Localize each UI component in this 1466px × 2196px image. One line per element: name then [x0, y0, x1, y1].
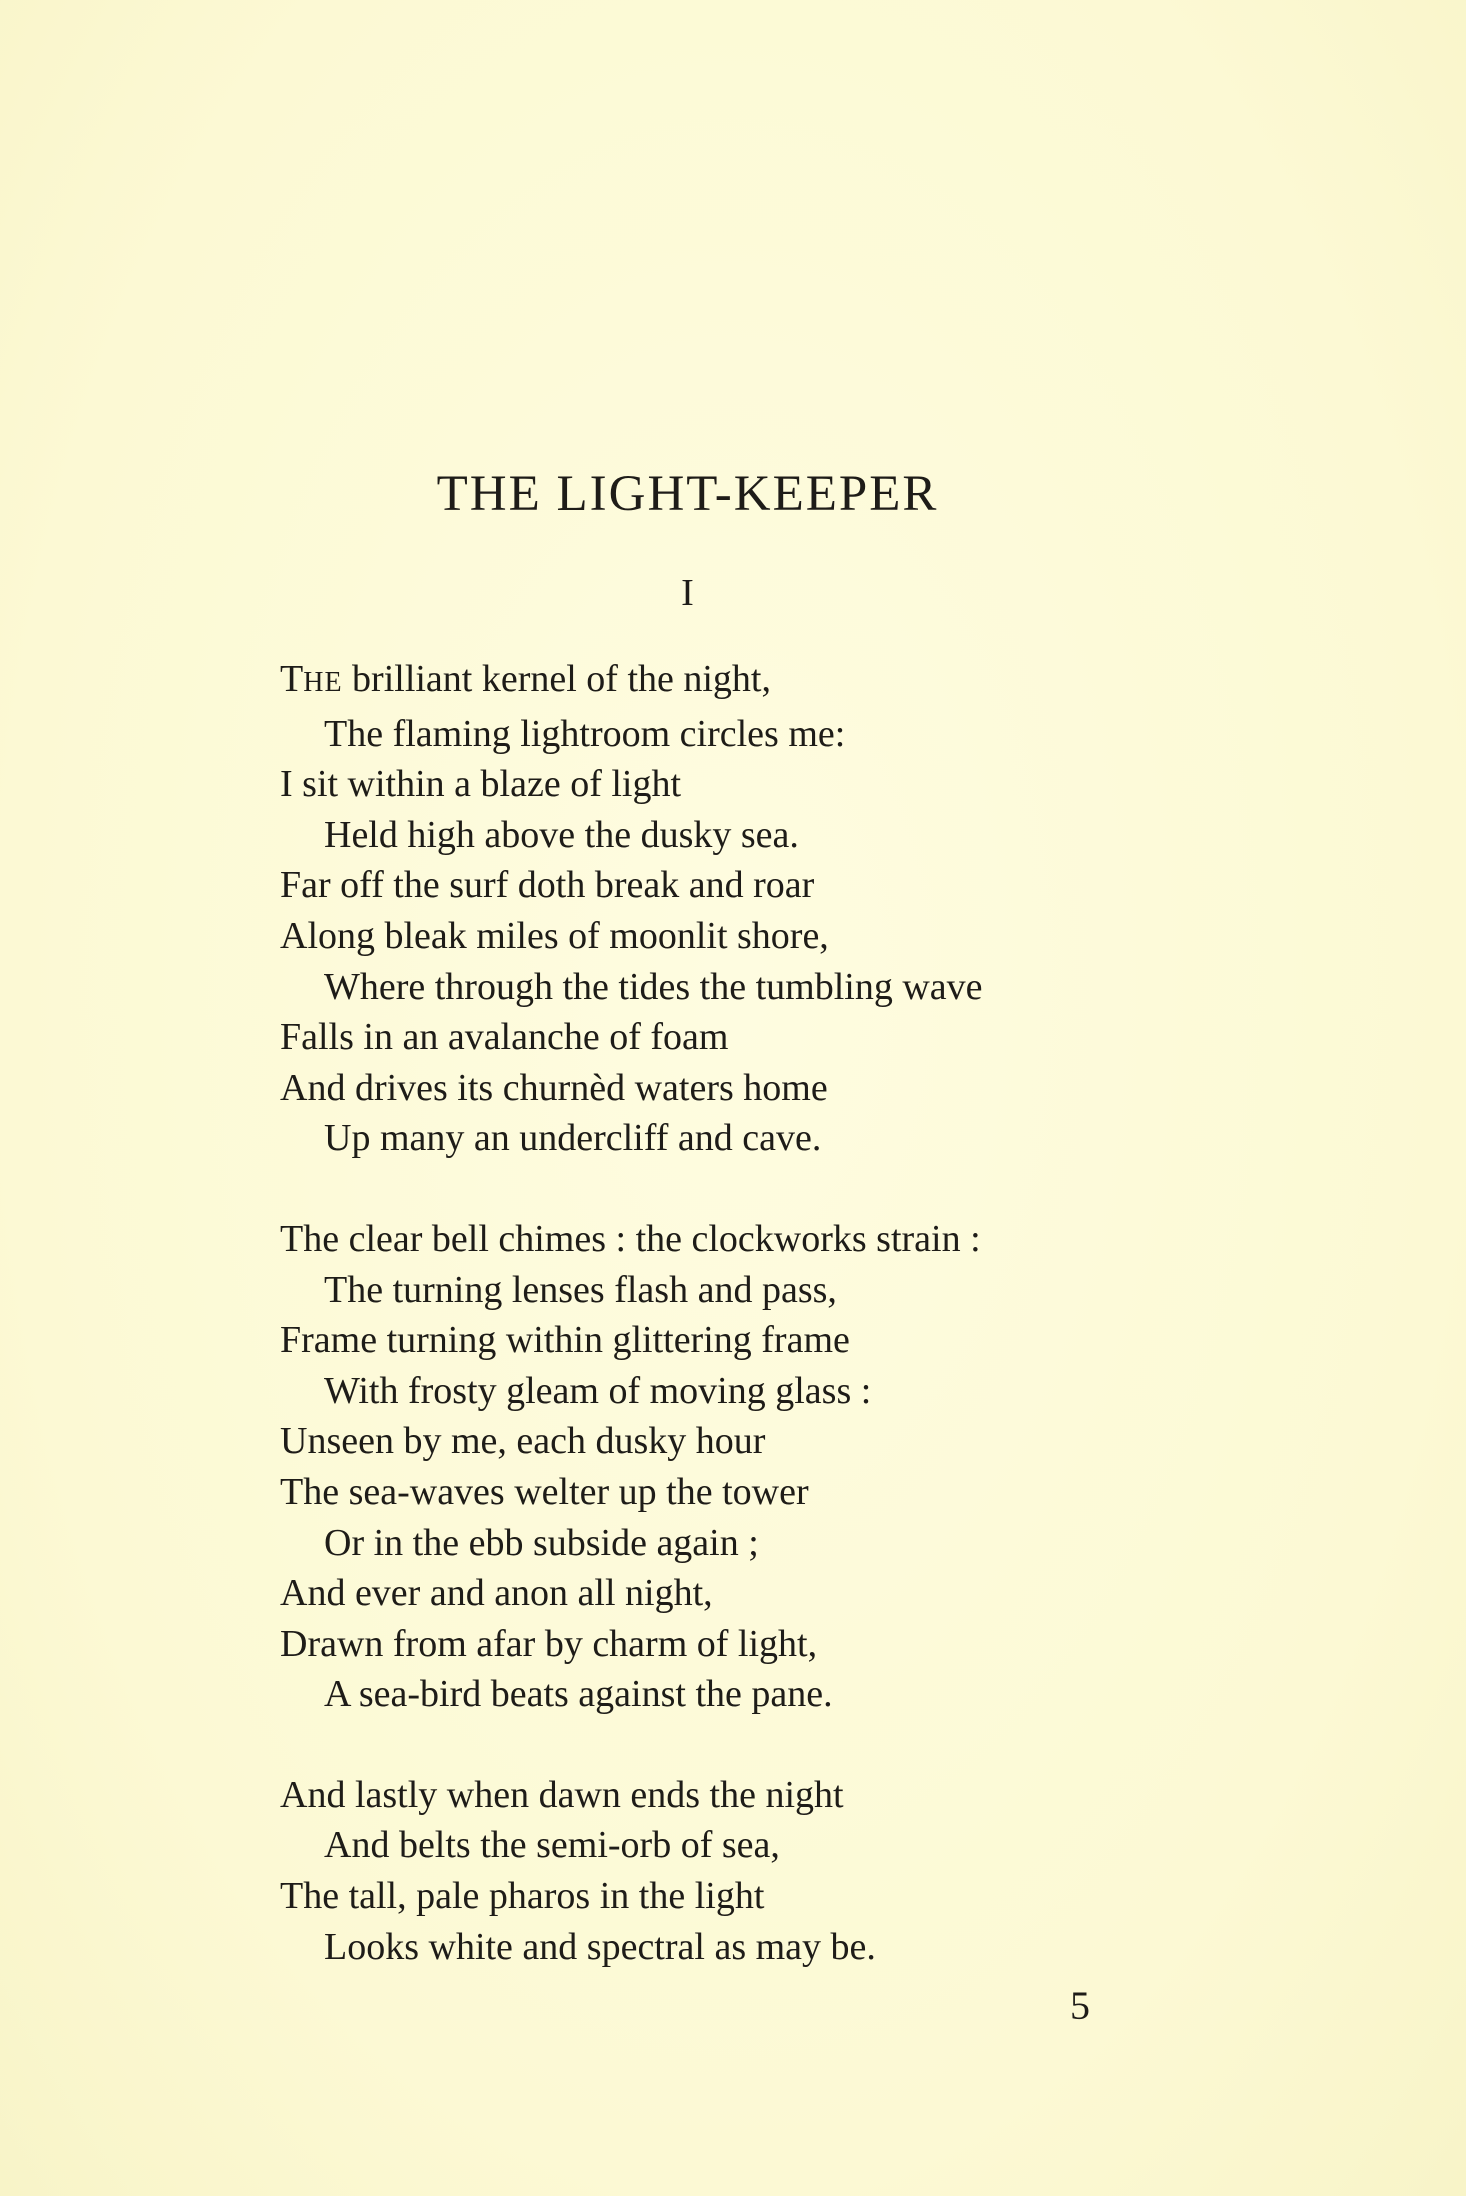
poem-line: Where through the tides the tumbling wave [324, 965, 983, 1008]
poem-line-text: brilliant kernel of the night, [342, 658, 771, 700]
poem-line: Or in the ebb subside again ; [324, 1521, 759, 1564]
stanza-2 [280, 1214, 1280, 1720]
poem-line: I sit within a blaze of light [280, 763, 682, 806]
poem-title: THE LIGHT-KEEPER [436, 466, 939, 522]
poem-line: Falls in an avalanche of foam [280, 1016, 729, 1059]
poem-line: Held high above the dusky sea. [324, 813, 799, 856]
poem-line: Looks white and spectral as may be. [324, 1925, 876, 1968]
drop-word-initial: T [280, 658, 304, 700]
poem-line: Drawn from afar by charm of light, [280, 1622, 818, 1665]
poem-line: And drives its churnèd waters home [280, 1066, 828, 1109]
poem-line: Frame turning within glittering frame [280, 1319, 850, 1362]
poem-line: Unseen by me, each dusky hour [280, 1420, 766, 1463]
poem-line: A sea-bird beats against the pane. [324, 1673, 833, 1716]
section-number: I [681, 572, 694, 614]
poem-line: With frosty gleam of moving glass : [324, 1369, 872, 1412]
poem-line: And ever and anon all night, [280, 1572, 713, 1615]
poem-line: The turning lenses flash and pass, [324, 1268, 837, 1311]
poem-line [280, 654, 1280, 709]
poem-line: Up many an undercliff and cave. [324, 1117, 822, 1160]
poem-line: The tall, pale pharos in the light [280, 1875, 765, 1918]
poem-line: The flaming lightroom circles me: [324, 712, 846, 755]
stanza-3 [280, 1770, 1280, 1972]
poem-line: Far off the surf doth break and roar [280, 864, 815, 907]
poem-line: The sea-waves welter up the tower [280, 1470, 809, 1513]
poem-line: The clear bell chimes : the clockworks strain : [280, 1217, 981, 1260]
poem-body [280, 654, 1280, 2022]
drop-word-small-caps: HE [303, 667, 343, 698]
page-number: 5 [1070, 1983, 1090, 2028]
poem-line: And lastly when dawn ends the night [280, 1773, 844, 1816]
stanza-1 [280, 654, 1280, 1164]
poem-line: Along bleak miles of moonlit shore, [280, 914, 829, 957]
poem-line: And belts the semi-orb of sea, [324, 1824, 780, 1867]
